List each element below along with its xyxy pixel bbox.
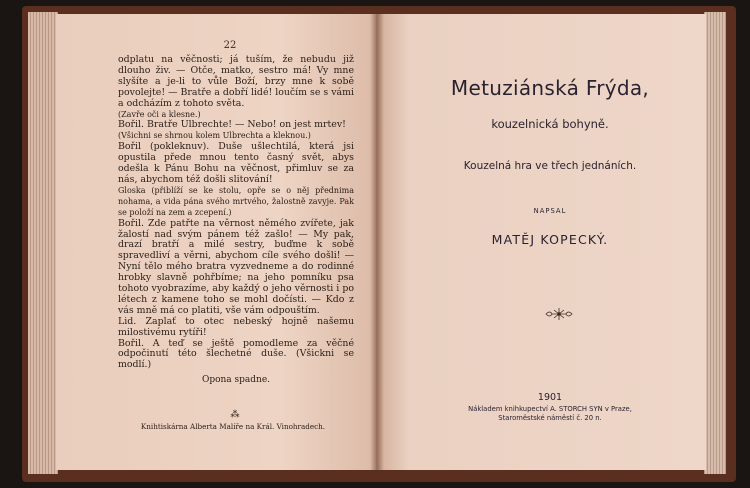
text-line: odplatu na věčnosti; já tuším, že nebudu již dlouho živ. — Otče, matko, sestro má! Vy mne slyšíte a je-li to vůle Boží, brzy mne k sobě povolejte! — Bratře a dobří lidé! loučím se s vámi a odcházím z tohoto světa. (118, 54, 354, 109)
page-edges-right (704, 12, 726, 474)
play-description: Kouzelná hra ve třech jednáních. (463, 160, 637, 172)
publisher-line: Nákladem knihkupectví A. STORCH SYN v Praze, (468, 405, 632, 413)
text-line: Bořil. A teď se ještě pomodleme za věčné odpočinutí této šlechetné duše. (Všickni se modlí.) (118, 337, 354, 371)
text-line: Bořil. Bratře Ulbrechte! — Nebo! on jest mrtev! (118, 119, 346, 131)
publisher-imprint (400, 405, 700, 423)
stage-direction: (Zavře oči a klesne.) (118, 109, 201, 119)
page-edges-left (28, 12, 58, 474)
text-line: Bořil (pokleknuv). Duše ušlechtilá, která jsi opustila přede mnou tento časný svět, abys odešla k Pánu Bohu na věčnost, přimluv se za nás, abychom též došli slitování! (118, 141, 354, 185)
curtain-line: Opona spadne. (201, 375, 271, 386)
page-number: 22 (223, 40, 237, 51)
book-gutter (370, 14, 384, 470)
author-name: MATĚJ KOPECKÝ. (491, 232, 609, 247)
book-subtitle: kouzelnická bohyně. (491, 117, 609, 131)
book-title: Metuziánská Frýda, (450, 76, 650, 100)
publication-year: 1901 (537, 392, 563, 403)
ornament: ⁂ (230, 410, 240, 420)
text-line: Bořil. Zde patřte na věrnost němého zvířete, jak žalostí nad svým pánem též zašlo! — My pak, drazí bratří a milé sestry, buďme k sobě spravedliví a věrni, abychom cíle svého došli! — Nyní tělo mého bratra vyzvedneme a do rodinné hrobky slavně pohřbíme; na jeho pomníku psa tohoto vyobrazíme, aby každý o jeho věrnosti i po létech z kamene toho se mohl dočísti. — Kdo z vás mně má co platiti, vše vám odpouštím. (118, 217, 354, 316)
printer-imprint: Knihtiskárna Alberta Malíře na Král. Vinohradech. (140, 422, 326, 431)
publisher-line: Staroměstské náměstí č. 20 n. (498, 414, 602, 422)
text-line: Lid. Zaplať to otec nebeský hojně našemu milostivému rytíři! (118, 315, 354, 338)
stage-direction: (Všichni se shrnou kolem Ulbrechta a kleknou.) (118, 131, 311, 141)
play-text (118, 55, 354, 386)
stage-direction: Gloska (přiblíží se ke stolu, opře se o něj přednima nohama, a vida pána svého mrtvého, žalostně zavyje. Pak se položí na zem a zcepení.) (118, 185, 354, 217)
written-by-label: NAPSAL (533, 207, 567, 215)
vignette-ornament-icon (544, 306, 574, 322)
